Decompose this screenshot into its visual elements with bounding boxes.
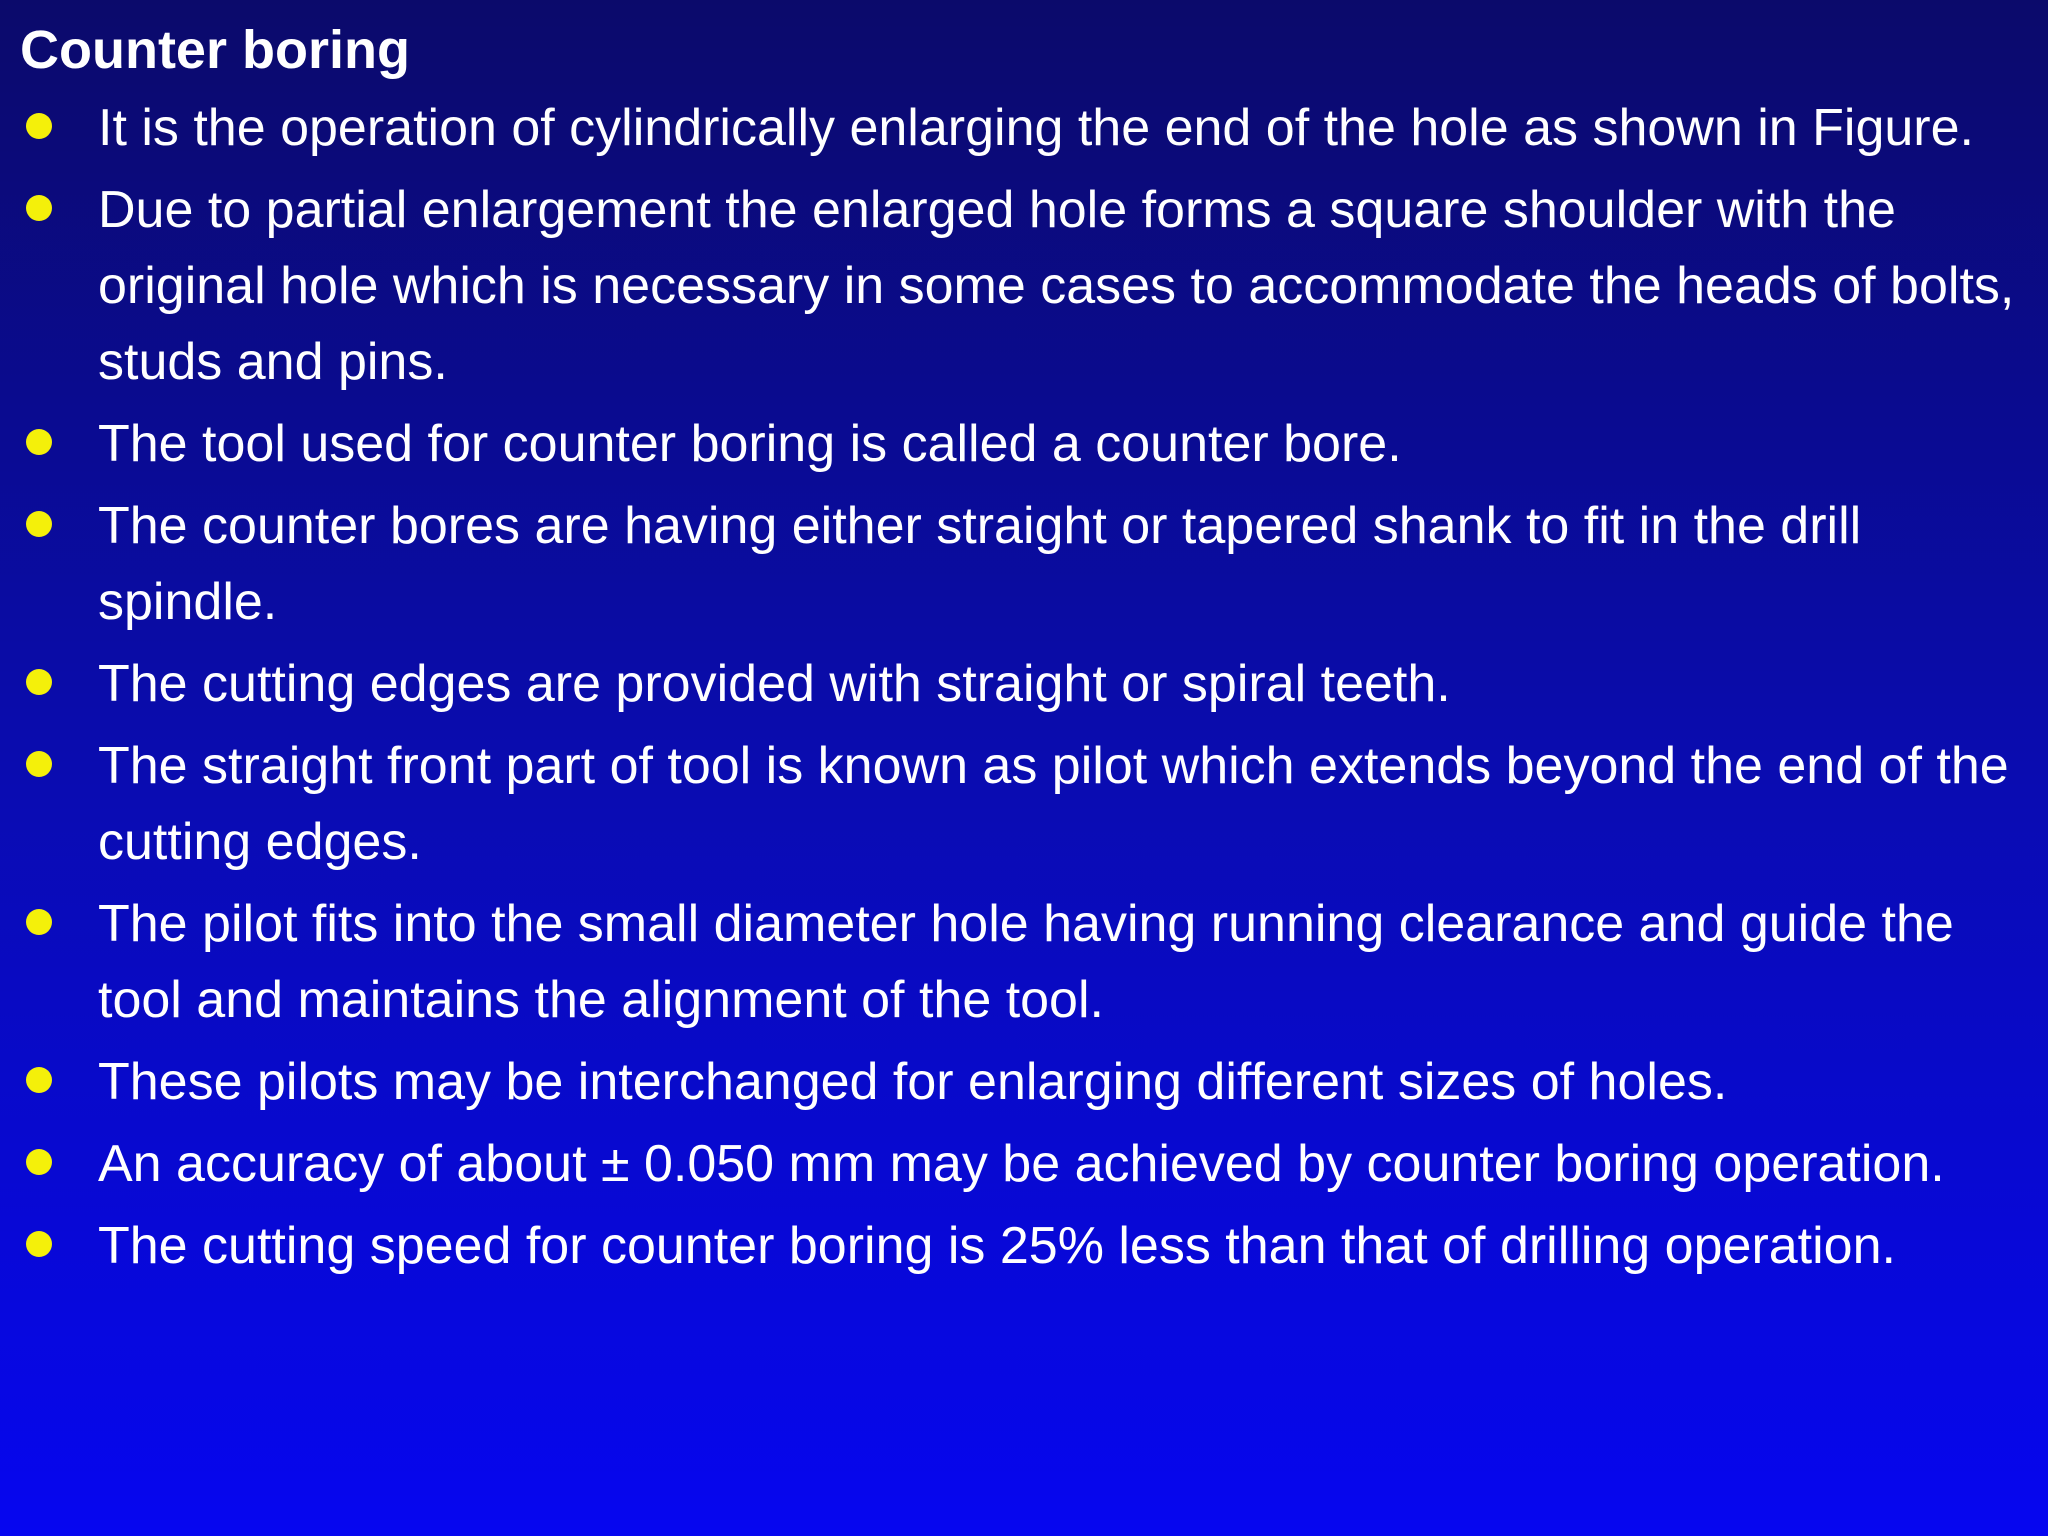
bullet-dot-icon — [26, 1149, 52, 1175]
bullet-text: The tool used for counter boring is called a counter bore. — [98, 415, 1402, 473]
bullet-dot-icon — [26, 1231, 52, 1257]
bullet-item — [20, 406, 2028, 482]
bullet-item — [20, 886, 2028, 1038]
bullet-item — [20, 1126, 2028, 1202]
bullet-dot-icon — [26, 669, 52, 695]
bullet-item — [20, 1208, 2028, 1284]
bullet-text: These pilots may be interchanged for enlarging different sizes of holes. — [98, 1053, 1728, 1111]
bullet-item — [20, 646, 2028, 722]
bullet-text: It is the operation of cylindrically enlarging the end of the hole as shown in Figure. — [98, 99, 1974, 157]
bullet-item — [20, 728, 2028, 880]
bullet-text: An accuracy of about ± 0.050 mm may be achieved by counter boring operation. — [98, 1135, 1945, 1193]
bullet-list — [20, 90, 2028, 1284]
bullet-dot-icon — [26, 1067, 52, 1093]
bullet-dot-icon — [26, 113, 52, 139]
bullet-text: The pilot fits into the small diameter hole having running clearance and guide the tool and maintains the alignment of the tool. — [98, 895, 1954, 1029]
bullet-item — [20, 488, 2028, 640]
bullet-dot-icon — [26, 751, 52, 777]
bullet-item — [20, 172, 2028, 400]
bullet-text: The cutting speed for counter boring is 25% less than that of drilling operation. — [98, 1217, 1896, 1275]
bullet-text: The straight front part of tool is known as pilot which extends beyond the end of the cutting edges. — [98, 737, 2009, 871]
bullet-dot-icon — [26, 429, 52, 455]
bullet-item — [20, 90, 2028, 166]
bullet-dot-icon — [26, 195, 52, 221]
bullet-dot-icon — [26, 511, 52, 537]
bullet-text: The counter bores are having either straight or tapered shank to fit in the drill spindle. — [98, 497, 1862, 631]
bullet-text: The cutting edges are provided with straight or spiral teeth. — [98, 655, 1451, 713]
bullet-item — [20, 1044, 2028, 1120]
bullet-dot-icon — [26, 909, 52, 935]
slide-title: Counter boring — [20, 20, 410, 80]
bullet-text: Due to partial enlargement the enlarged hole forms a square shoulder with the original hole which is necessary in some cases to accommodate the heads of bolts, studs and pins. — [98, 181, 2015, 391]
